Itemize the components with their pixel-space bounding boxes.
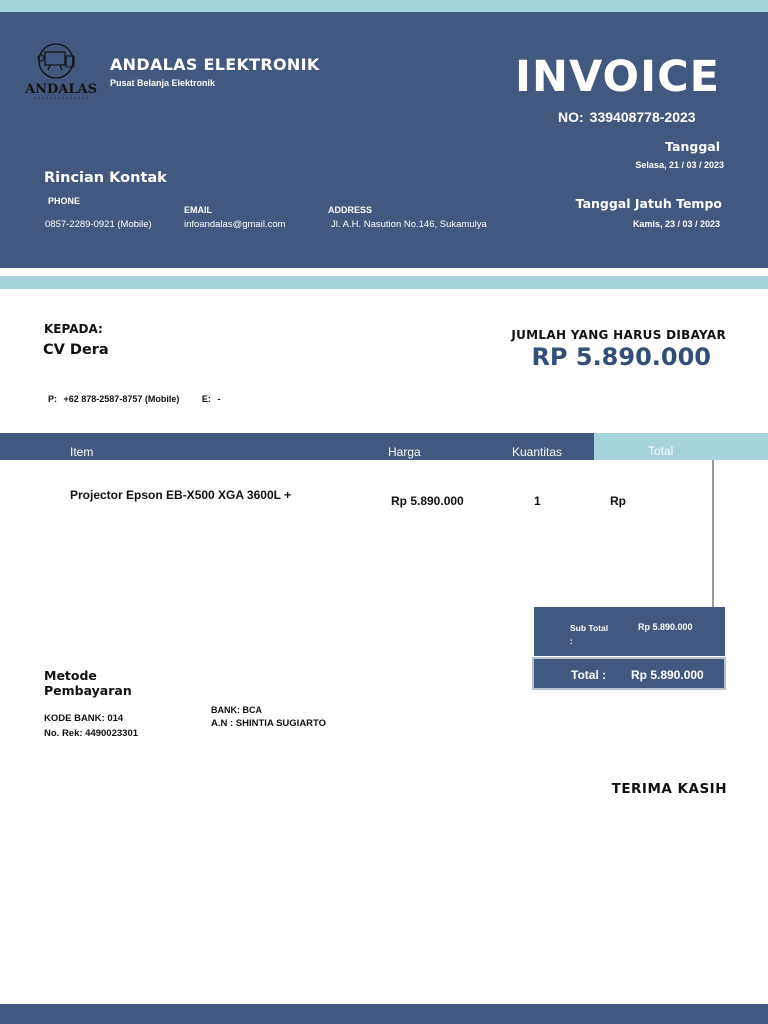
due-date-label: Tanggal Jatuh Tempo: [575, 196, 722, 211]
client-email: -: [217, 394, 221, 404]
invoice-number-value: 339408778-2023: [589, 109, 696, 125]
subtotal-label: Sub Total :: [570, 623, 609, 646]
item-name: Projector Epson EB-X500 XGA 3600L +: [70, 488, 292, 502]
invoice-number: [558, 109, 696, 125]
bank-code: KODE BANK: 014: [44, 713, 124, 724]
amount-due-label: JUMLAH YANG HARUS DIBAYAR: [511, 328, 726, 342]
middle-accent-strip: [0, 276, 768, 289]
total-label: Total :: [571, 668, 607, 682]
company-logo: [22, 42, 100, 102]
header-item: Item: [70, 445, 94, 459]
item-quantity: 1: [534, 494, 541, 508]
payment-method-heading: Metode Pembayaran: [44, 668, 132, 698]
client-email-label: E:: [201, 394, 211, 404]
column-divider: [712, 460, 714, 607]
phone-value: 0857-2289-0921 (Mobile): [45, 219, 152, 230]
address-value: Jl. A.H. Nasution No.146, Sukamulya: [331, 219, 487, 230]
item-total: Rp: [610, 494, 626, 508]
address-label: ADDRESS: [328, 205, 373, 215]
client-contact: [48, 394, 224, 404]
account-number: No. Rek: 4490023301: [44, 728, 139, 739]
subtotal-value: Rp 5.890.000: [638, 622, 693, 632]
invoice-number-label: NO:: [558, 109, 584, 125]
table-header: [0, 433, 594, 460]
invoice-date: Selasa, 21 / 03 / 2023: [635, 160, 724, 170]
company-name: ANDALAS ELEKTRONIK: [110, 55, 320, 74]
header-price: Harga: [388, 445, 421, 459]
header-quantity: Kuantitas: [512, 445, 563, 459]
client-name: CV Dera: [43, 342, 109, 358]
header-total: Total: [648, 444, 674, 458]
client-phone: +62 878-2587-8757 (Mobile): [63, 394, 180, 404]
bill-to-label: KEPADA:: [44, 322, 103, 336]
table-row: [0, 480, 626, 508]
amount-due-value: RP 5.890.000: [531, 343, 711, 371]
phone-label: PHONE: [48, 196, 81, 206]
logo-text: ANDALAS: [25, 82, 97, 97]
company-tagline: Pusat Belanja Elektronik: [110, 78, 216, 88]
bottom-accent-strip: [0, 1004, 768, 1024]
invoice-date-label: Tanggal: [665, 139, 720, 154]
email-value: infoandalas@gmail.com: [184, 219, 286, 230]
thank-you-note: TERIMA KASIH: [611, 781, 727, 797]
table-header-total: [594, 433, 768, 460]
invoice-title: INVOICE: [515, 52, 720, 102]
account-holder: A.N : SHINTIA SUGIARTO: [211, 718, 327, 729]
client-phone-label: P:: [48, 394, 57, 404]
due-date: Kamis, 23 / 03 / 2023: [632, 219, 720, 229]
item-price: Rp 5.890.000: [391, 494, 464, 508]
total-box: [532, 657, 726, 690]
bank-name: BANK: BCA: [211, 705, 262, 715]
total-value: Rp 5.890.000: [631, 668, 704, 682]
email-label: EMAIL: [184, 205, 212, 215]
top-accent-strip: [0, 0, 768, 12]
subtotal-box: [534, 607, 725, 656]
contact-heading: Rincian Kontak: [44, 170, 167, 186]
